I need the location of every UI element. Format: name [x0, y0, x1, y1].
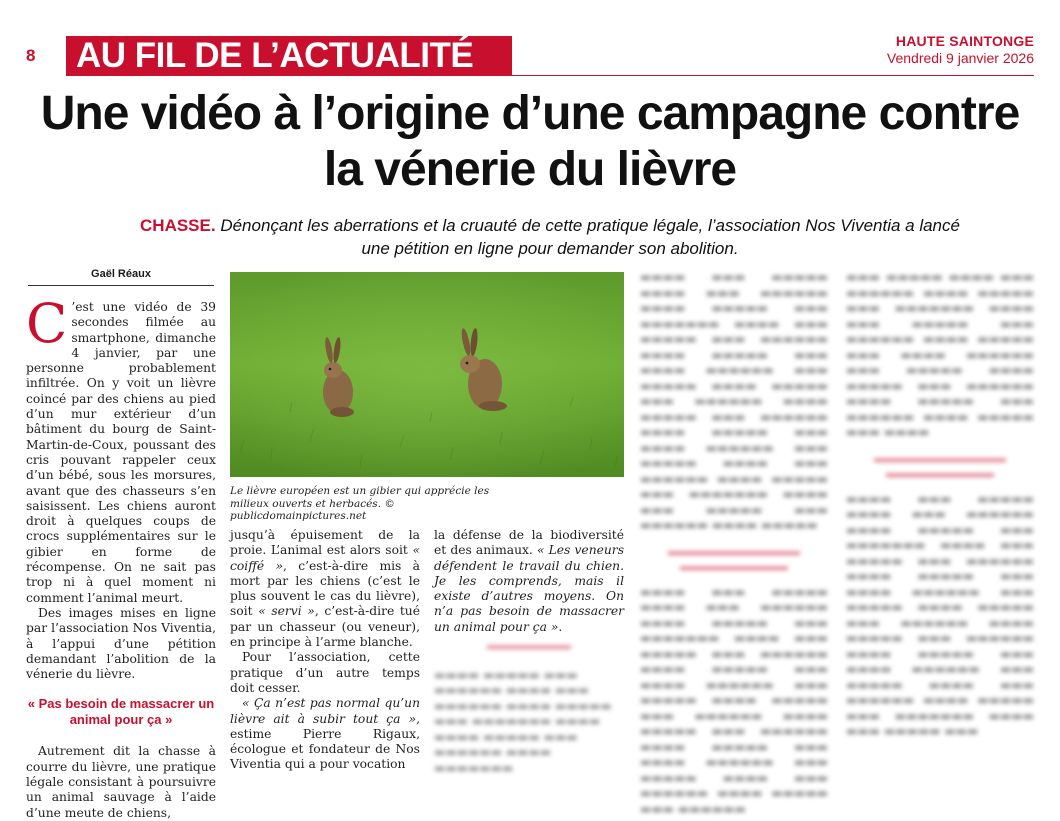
paragraph-text: ’est une vidéo de 39 secondes filmée au smartphone, dimanche 4 janvier, par une personne probablement infiltrée. On y voit un lièvre coincé par des chiens au pied d’un mur extérieur d’un bâtiment du bourg de Saint-Martin-de-Coux, poussant des cris pouvant rappeler ceux d’un bébé, sous les morsures, avant que des chasseurs s’en saisissent. Les chiens auront droit à quelques coups de crocs supplémentaires sur le gibier en forme de récompense. On ne sait pas trop ni à quel moment ni comment l’animal meurt.: [26, 300, 216, 605]
standfirst: [140, 214, 960, 260]
issue-date: Vendredi 9 janvier 2026: [886, 50, 1034, 66]
paragraph: la défense de la biodiversité et des animaux. « Les veneurs défendent le travail du chien. Je les comprends, mais il existe d’autres moyens. On n’a pas besoin de massacrer un animal pour ça ».: [434, 528, 624, 634]
paragraph: « Ça n’est pas normal qu’un lièvre ait à subir tout ça », estime Pierre Rigaux, écologue et fondateur de Nos Viventia qui a pour vocation: [230, 696, 420, 772]
paragraph: [26, 292, 216, 606]
article-column-3: [434, 528, 624, 635]
hare-photo: [230, 272, 624, 477]
page-number: 8: [26, 46, 36, 65]
article-column-1: [26, 292, 216, 821]
paper-name: HAUTE SAINTONGE: [895, 33, 1034, 49]
section-rubric: AU FIL DE L’ACTUALITÉ: [66, 36, 512, 76]
drop-cap: C: [26, 292, 68, 355]
kicker: CHASSE.: [140, 216, 216, 235]
masthead: [887, 33, 1034, 66]
faded-column-5: ▬▬▬ ▬▬▬▬▬ ▬▬▬▬ ▬▬▬ ▬▬▬▬▬▬ ▬▬▬▬ ▬▬▬▬▬ ▬▬▬ ▬▬▬▬▬▬▬ ▬▬▬▬ ▬▬▬ ▬▬▬▬▬ ▬▬▬ ▬▬▬▬▬▬ ▬▬▬▬ ▬▬▬▬▬ ▬▬▬ ▬▬▬▬ ▬▬▬▬▬▬ ▬▬▬ ▬▬▬▬▬ ▬▬▬▬ ▬▬▬▬▬ ▬▬▬ ▬▬▬▬▬▬ ▬▬▬▬ ▬▬▬▬▬ ▬▬▬ ▬▬▬▬▬▬ ▬▬▬▬ ▬▬▬▬▬ ▬▬▬ ▬▬▬▬ ▬▬▬▬▬▬▬▬▬▬▬ ▬▬▬▬▬▬▬▬▬ ▬▬▬▬ ▬▬▬ ▬▬▬▬▬ ▬▬▬▬ ▬▬▬ ▬▬▬▬▬▬ ▬▬▬▬ ▬▬▬▬▬ ▬▬▬ ▬▬▬▬▬▬▬ ▬▬▬▬ ▬▬▬ ▬▬▬▬▬ ▬▬▬ ▬▬▬▬▬▬ ▬▬▬▬ ▬▬▬▬▬ ▬▬▬ ▬▬▬▬ ▬▬▬▬▬▬ ▬▬▬ ▬▬▬▬▬ ▬▬▬▬ ▬▬▬▬▬ ▬▬▬ ▬▬▬▬▬▬ ▬▬▬▬ ▬▬▬▬▬ ▬▬▬ ▬▬▬▬▬▬ ▬▬▬▬ ▬▬▬▬▬ ▬▬▬ ▬▬▬▬ ▬▬▬▬▬▬ ▬▬▬ ▬▬▬▬▬ ▬▬▬▬ ▬▬▬ ▬▬▬▬▬▬ ▬▬▬▬ ▬▬▬▬▬ ▬▬▬ ▬▬▬▬▬▬▬ ▬▬▬▬ ▬▬▬ ▬▬▬▬▬ ▬▬▬: [846, 270, 1034, 738]
photo-caption: Le lièvre européen est un gibier qui apprécie les milieux ouverts et herbacés. © publicdomainpictures.net: [230, 485, 490, 522]
header-divider: [66, 75, 1034, 76]
intertitle: « Pas besoin de massacrer un animal pour ça »: [27, 696, 215, 728]
paragraph: jusqu’à épuisement de la proie. L’animal est alors soit « coiffé », c’est-à-dire mis à mort par les chiens (c’est le plus souvent le cas du lièvre), soit « servi », c’est-à-dire tué par un chasseur (ou veneur), en principe à l’arme blanche.: [230, 528, 420, 650]
faded-column-3-continuation: ▬▬▬▬▬▬▬ ▬▬▬▬ ▬▬▬▬▬ ▬▬▬ ▬▬▬▬▬▬ ▬▬▬▬ ▬▬▬ ▬▬▬▬▬▬ ▬▬▬▬ ▬▬▬▬▬ ▬▬▬ ▬▬▬▬▬▬▬ ▬▬▬▬ ▬▬▬▬ ▬▬▬▬▬ ▬▬▬ ▬▬▬▬▬▬ ▬▬▬▬ ▬▬▬▬▬▬▬: [434, 638, 612, 775]
hare-photo-image: [230, 272, 624, 477]
article-column-2: [230, 528, 420, 773]
paragraph: Autrement dit la chasse à courre du lièvre, une pratique légale consistant à poursuivre un animal sauvage à l’aide d’une meute de chiens,: [26, 744, 216, 820]
byline: Gaël Réaux: [91, 268, 151, 280]
byline-divider: [28, 285, 214, 286]
paragraph: Pour l’association, cette pratique d’un autre temps doit cesser.: [230, 650, 420, 695]
article-headline: Une vidéo à l’origine d’une campagne contre la vénerie du lièvre: [40, 87, 1020, 196]
faded-column-4: ▬▬▬▬ ▬▬▬ ▬▬▬▬▬ ▬▬▬▬ ▬▬▬ ▬▬▬▬▬▬ ▬▬▬▬ ▬▬▬▬▬ ▬▬▬ ▬▬▬▬▬▬▬ ▬▬▬▬ ▬▬▬ ▬▬▬▬▬ ▬▬▬ ▬▬▬▬▬▬ ▬▬▬▬ ▬▬▬▬▬ ▬▬▬ ▬▬▬▬ ▬▬▬▬▬▬ ▬▬▬ ▬▬▬▬▬ ▬▬▬▬ ▬▬▬▬▬ ▬▬▬ ▬▬▬▬▬▬ ▬▬▬▬ ▬▬▬▬▬ ▬▬▬ ▬▬▬▬▬▬ ▬▬▬▬ ▬▬▬▬▬ ▬▬▬ ▬▬▬▬ ▬▬▬▬▬▬ ▬▬▬ ▬▬▬▬▬ ▬▬▬▬ ▬▬▬ ▬▬▬▬▬▬ ▬▬▬▬ ▬▬▬▬▬ ▬▬▬ ▬▬▬▬▬▬▬ ▬▬▬▬ ▬▬▬ ▬▬▬▬▬ ▬▬▬ ▬▬▬▬▬▬ ▬▬▬▬ ▬▬▬▬▬ ▬▬▬▬▬▬▬▬▬▬▬ ▬▬▬▬▬▬▬▬▬ ▬▬▬▬ ▬▬▬ ▬▬▬▬▬ ▬▬▬▬ ▬▬▬ ▬▬▬▬▬▬ ▬▬▬▬ ▬▬▬▬▬ ▬▬▬ ▬▬▬▬▬▬▬ ▬▬▬▬ ▬▬▬ ▬▬▬▬▬ ▬▬▬ ▬▬▬▬▬▬ ▬▬▬▬ ▬▬▬▬▬ ▬▬▬ ▬▬▬▬ ▬▬▬▬▬▬ ▬▬▬ ▬▬▬▬▬ ▬▬▬▬ ▬▬▬▬▬ ▬▬▬ ▬▬▬▬▬▬ ▬▬▬▬ ▬▬▬▬▬ ▬▬▬ ▬▬▬▬▬▬ ▬▬▬▬ ▬▬▬▬▬ ▬▬▬ ▬▬▬▬ ▬▬▬▬▬▬ ▬▬▬ ▬▬▬▬▬ ▬▬▬▬ ▬▬▬ ▬▬▬▬▬▬ ▬▬▬▬ ▬▬▬▬▬ ▬▬▬ ▬▬▬▬▬▬: [640, 270, 828, 816]
paragraph: Des images mises en ligne par l’association Nos Viventia, à l’appui d’une pétition demandant l’abolition de la vénerie du lièvre.: [26, 605, 216, 682]
standfirst-text: Dénonçant les aberrations et la cruauté de cette pratique légale, l’association Nos Viventia a lancé une pétition en ligne pour demander son abolition.: [220, 216, 960, 258]
